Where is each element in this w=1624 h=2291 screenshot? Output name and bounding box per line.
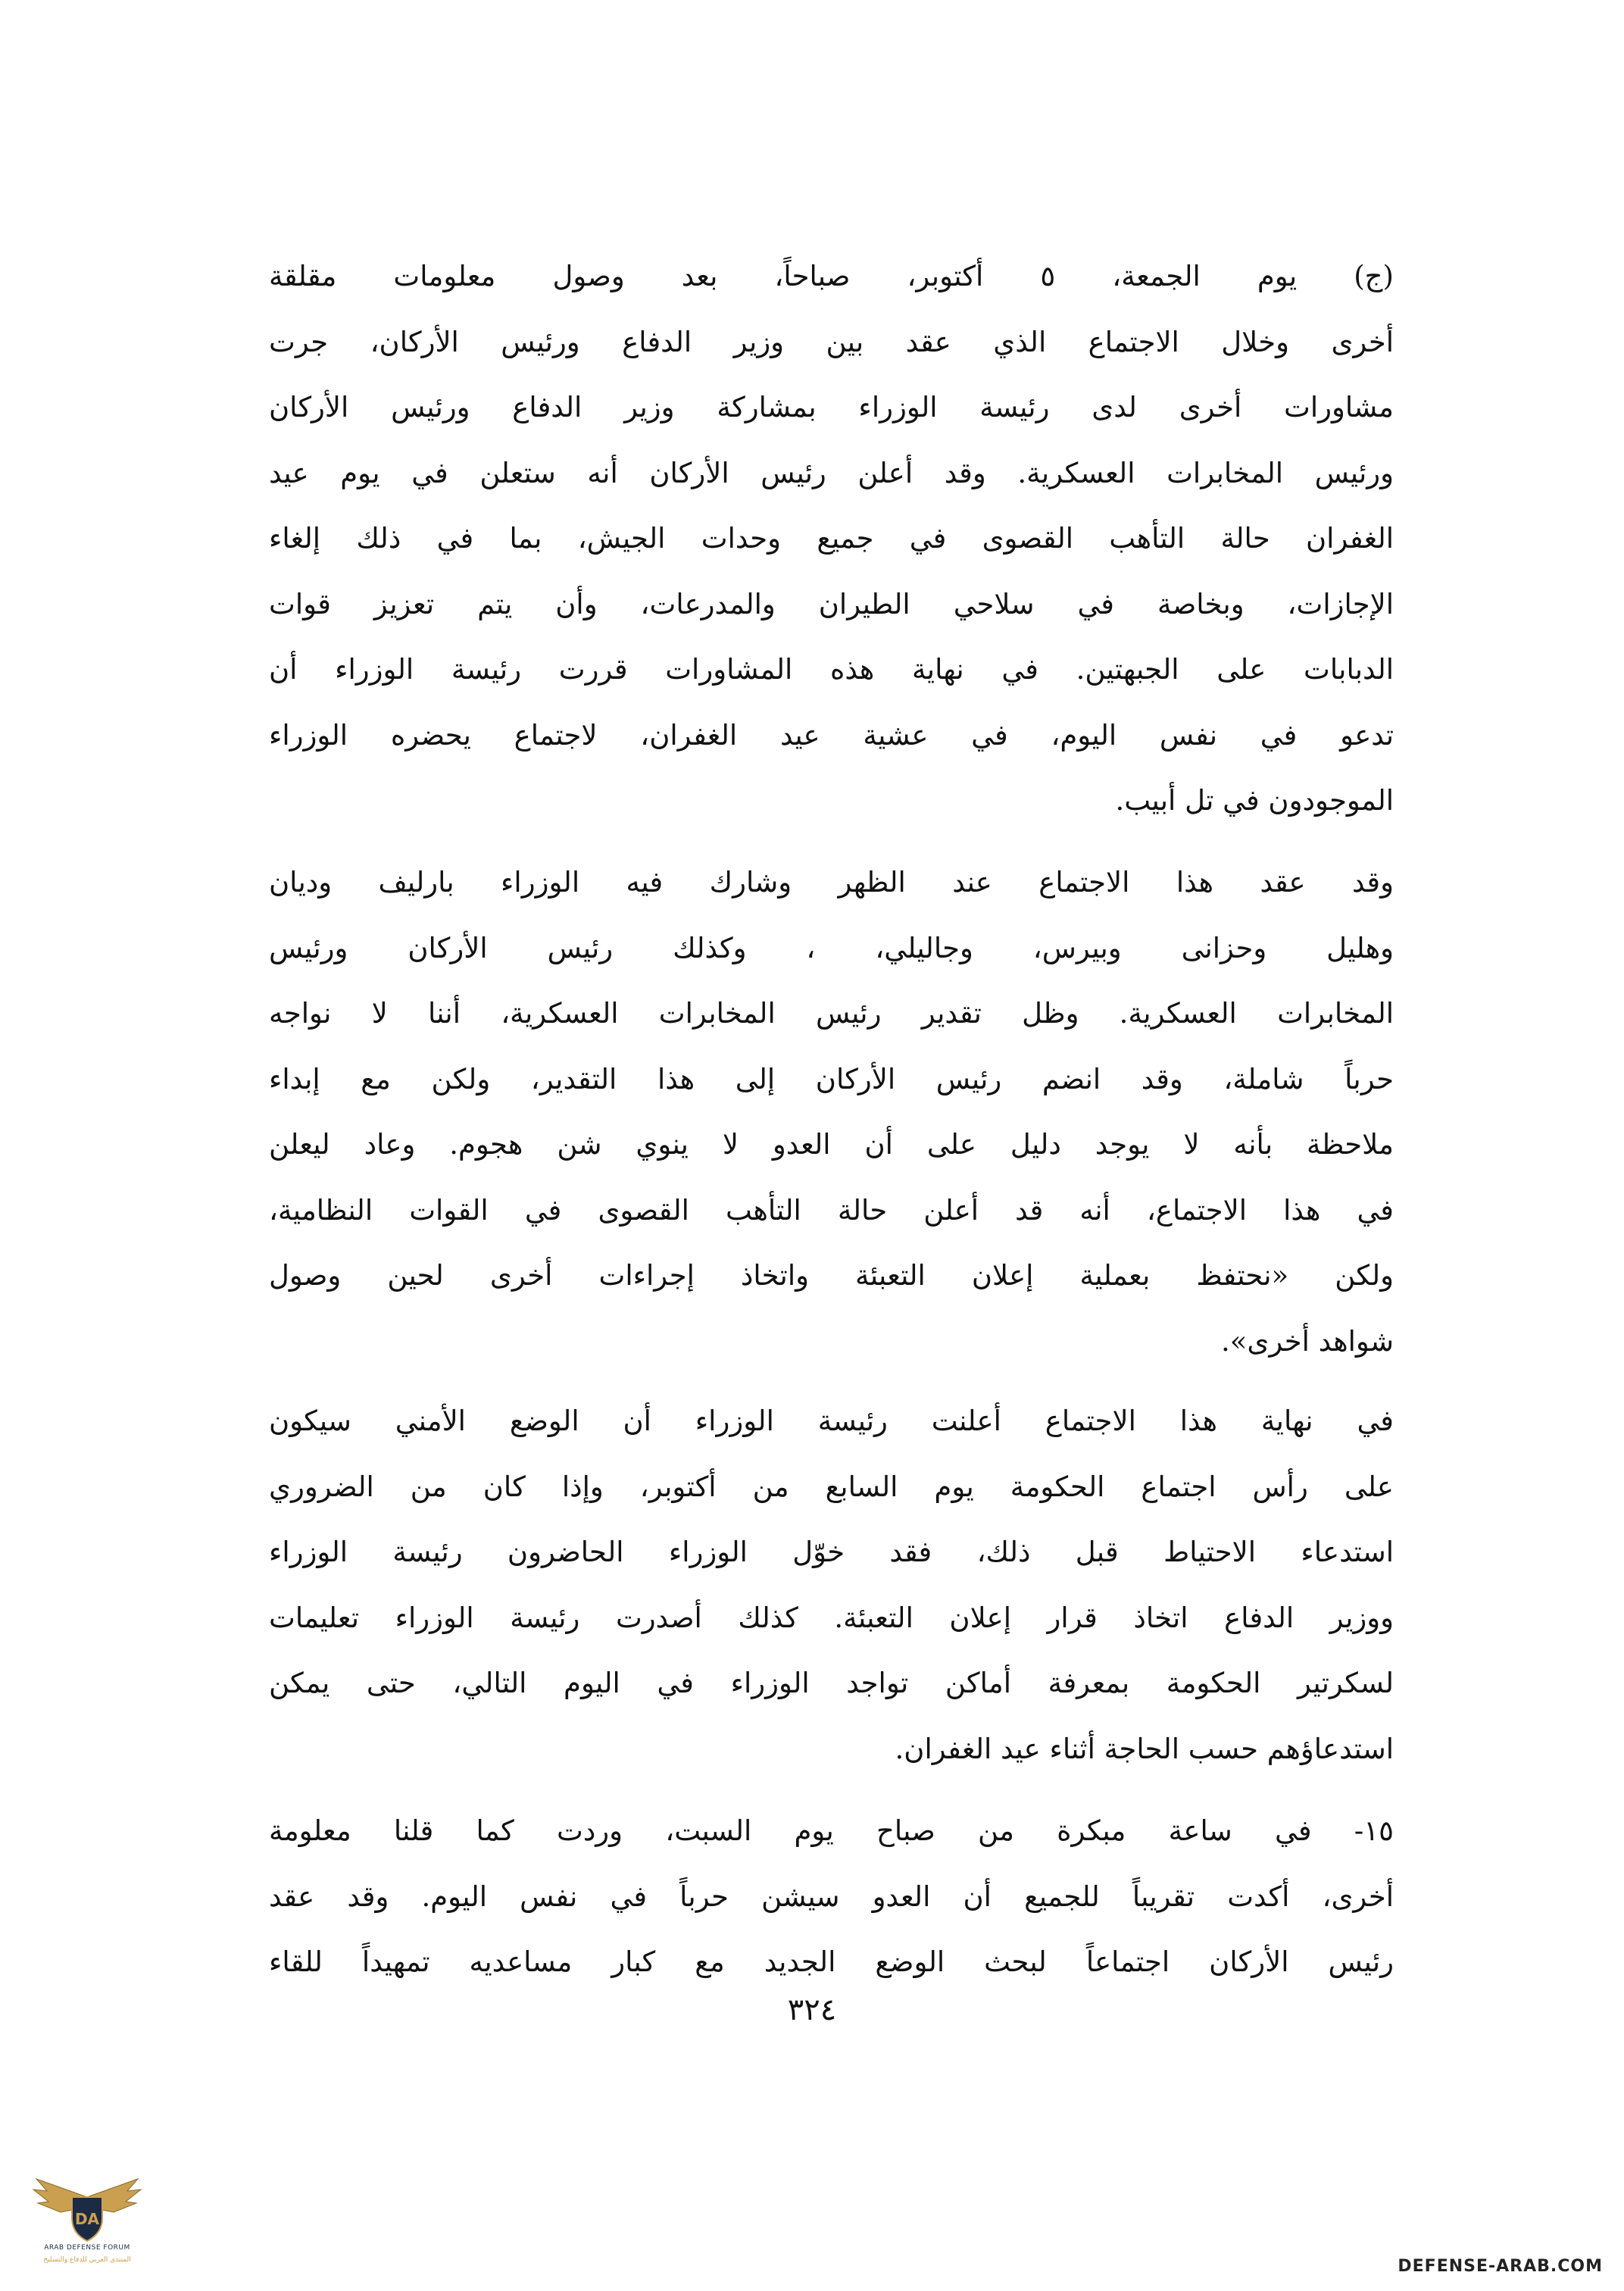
text-line: شواهد أخرى». <box>1220 1324 1394 1358</box>
text-line: استدعاء الاحتياط قبل ذلك، فقد خوّل الوزراء الحاضرون رئيسة الوزراء <box>269 1536 1394 1568</box>
text-line: حرباً شاملة، وقد انضم رئيس الأركان إلى هذا التقدير، ولكن مع إبداء <box>269 1062 1394 1095</box>
text-line: مشاورات أخرى لدى رئيسة الوزراء بمشاركة وزير الدفاع ورئيس الأركان <box>269 391 1394 424</box>
text-line: أخرى وخلال الاجتماع الذي عقد بين وزير الدفاع ورئيس الأركان، جرت <box>269 325 1394 358</box>
paragraph-1 <box>269 244 1394 834</box>
text-line: في هذا الاجتماع، أنه قد أعلن حالة التأهب القصوى في القوات النظامية، <box>269 1193 1394 1227</box>
text-line: المخابرات العسكرية. وظل تقدير رئيس المخابرات العسكرية، أننا لا نواجه <box>269 997 1394 1030</box>
text-line: ملاحظة بأنه لا يوجد دليل على أن العدو لا ينوي شن هجوم. وعاد ليعلن <box>269 1128 1394 1161</box>
text-line: ١٥- في ساعة مبكرة من صباح يوم السبت، وردت كما قلنا معلومة <box>269 1814 1394 1847</box>
text-line: أخرى، أكدت تقريباً للجميع أن العدو سيشن حرباً في نفس اليوم. وقد عقد <box>269 1880 1394 1913</box>
paragraph-4 <box>269 1799 1394 1996</box>
forum-logo <box>30 2174 144 2280</box>
site-watermark: DEFENSE-ARAB.COM <box>1398 2257 1603 2276</box>
logo-wordmark: ARAB DEFENSE FORUM <box>44 2244 130 2252</box>
text-line: ووزير الدفاع اتخاذ قرار إعلان التعبئة. كذلك أصدرت رئيسة الوزراء تعليمات <box>269 1601 1394 1634</box>
text-line: استدعاؤهم حسب الحاجة أثناء عيد الغفران. <box>895 1732 1394 1765</box>
logo-initials: DA <box>74 2210 100 2228</box>
text-line: وهليل وحزانى وبيرس، وجاليلي، ، وكذلك رئيس الأركان ورئيس <box>269 931 1394 964</box>
page-number: ٣٢٤ <box>787 1993 837 2027</box>
text-line: لسكرتير الحكومة بمعرفة أماكن تواجد الوزراء في اليوم التالي، حتى يمكن <box>269 1667 1394 1699</box>
text-line: الإجازات، وبخاصة في سلاحي الطيران والمدرعات، وأن يتم تعزيز قوات <box>269 587 1394 620</box>
text-line: الدبابات على الجبهتين. في نهاية هذه المشاورات قررت رئيسة الوزراء أن <box>269 653 1394 686</box>
text-line: ورئيس المخابرات العسكرية. وقد أعلن رئيس الأركان أنه ستعلن في يوم عيد <box>269 456 1394 489</box>
logo-subtext: المنتدى العربي للدفاع والتسليح <box>43 2256 131 2264</box>
paragraph-3 <box>269 1389 1394 1782</box>
text-line: ولكن «نحتفظ بعملية إعلان التعبئة واتخاذ إجراءات أخرى لحين وصول <box>269 1259 1394 1292</box>
text-line: وقد عقد هذا الاجتماع عند الظهر وشارك فيه الوزراء بارليف وديان <box>269 866 1394 899</box>
text-line: تدعو في نفس اليوم، في عشية عيد الغفران، لاجتماع يحضره الوزراء <box>269 718 1394 752</box>
text-line: الموجودون في تل أبيب. <box>1115 784 1394 817</box>
paragraph-2 <box>269 850 1394 1374</box>
text-line: في نهاية هذا الاجتماع أعلنت رئيسة الوزراء أن الوضع الأمني سيكون <box>269 1405 1394 1437</box>
text-line: الغفران حالة التأهب القصوى في جميع وحدات الجيش، بما في ذلك إلغاء <box>269 522 1394 555</box>
text-line: (ج) يوم الجمعة، ٥ أكتوبر، صباحاً، بعد وصول معلومات مقلقة <box>269 260 1394 292</box>
text-line: رئيس الأركان اجتماعاً لبحث الوضع الجديد مع كبار مساعديه تمهيداً للقاء <box>269 1946 1394 1978</box>
eagle-emblem-icon <box>30 2174 144 2247</box>
text-line: على رأس اجتماع الحكومة يوم السابع من أكتوبر، وإذا كان من الضروري <box>269 1470 1394 1503</box>
